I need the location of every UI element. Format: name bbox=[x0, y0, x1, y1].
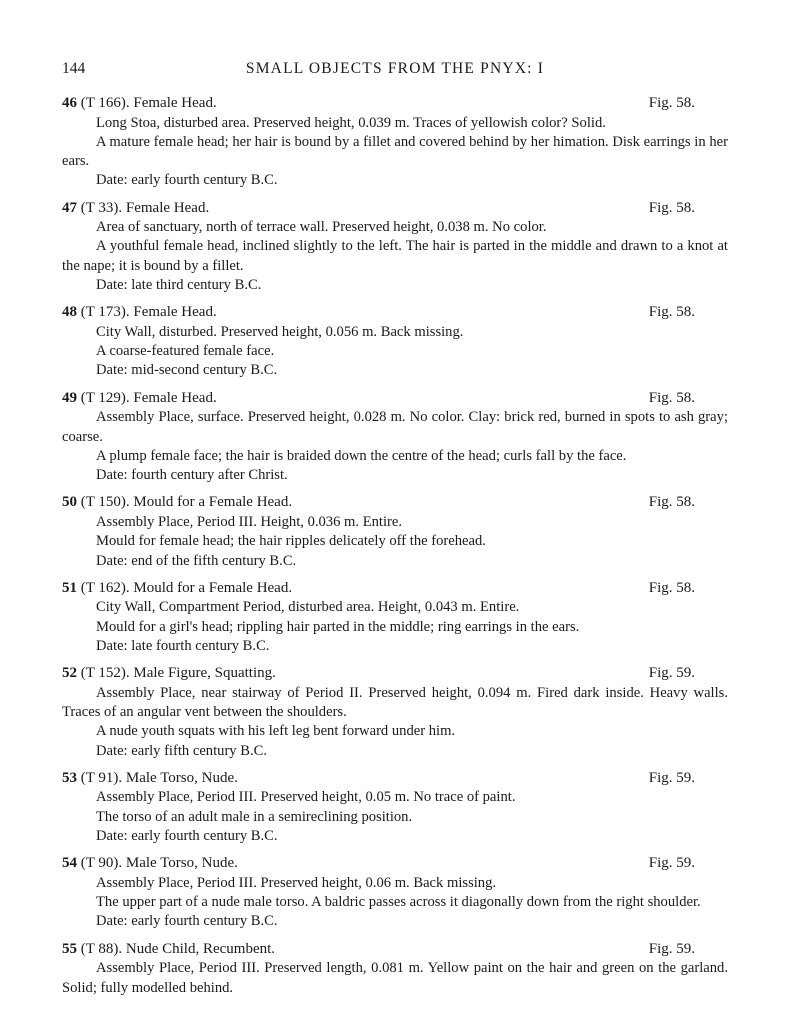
entry-paragraph: Assembly Place, surface. Preserved height, 0.028 m. No color. Clay: brick red, burned in spots to ash gray; coarse. bbox=[62, 409, 728, 445]
entry-paragraph: Date: fourth century after Christ. bbox=[96, 467, 288, 484]
entry-number: 55 bbox=[62, 940, 77, 957]
entry-number: 52 bbox=[62, 665, 77, 682]
catalog-entry bbox=[62, 199, 728, 296]
entry-paragraph: Date: late third century B.C. bbox=[96, 277, 262, 294]
entry-title: Male Torso, Nude. bbox=[125, 855, 238, 872]
page-number: 144 bbox=[62, 60, 86, 77]
entry-heading bbox=[62, 303, 728, 323]
entry-paragraph: Date: mid-second century B.C. bbox=[96, 362, 278, 379]
entry-heading bbox=[62, 94, 728, 114]
figure-reference: Fig. 58. bbox=[648, 304, 695, 321]
entry-paragraph: Date: early fourth century B.C. bbox=[96, 828, 278, 845]
entry-number: 47 bbox=[62, 199, 77, 216]
entry-paragraph: Long Stoa, disturbed area. Preserved height, 0.039 m. Traces of yellowish color? Solid. bbox=[96, 114, 606, 131]
entry-paragraph: The torso of an adult male in a semireclining position. bbox=[96, 808, 413, 825]
entry-paragraph: Date: early fourth century B.C. bbox=[96, 913, 278, 930]
entry-number: 46 bbox=[62, 95, 77, 111]
catalog-entry bbox=[62, 854, 728, 931]
entry-catalog-id: (T 33). bbox=[80, 199, 123, 216]
entry-number: 49 bbox=[62, 389, 77, 406]
catalog-entry bbox=[62, 664, 728, 761]
entry-paragraph: Assembly Place, Period III. Preserved height, 0.05 m. No trace of paint. bbox=[96, 789, 516, 806]
entry-paragraph: Date: end of the fifth century B.C. bbox=[96, 552, 297, 569]
entry-title: Male Torso, Nude. bbox=[125, 769, 238, 786]
running-title: SMALL OBJECTS FROM THE PNYX: I bbox=[245, 60, 545, 77]
entry-heading bbox=[62, 664, 728, 684]
figure-reference: Fig. 59. bbox=[648, 940, 695, 957]
entry-number: 54 bbox=[62, 855, 77, 872]
entry-catalog-id: (T 90). bbox=[80, 855, 123, 872]
entry-number: 50 bbox=[62, 494, 77, 511]
entry-paragraph: A nude youth squats with his left leg bent forward under him. bbox=[96, 723, 456, 740]
entry-paragraph: A youthful female head, inclined slightly to the left. The hair is parted in the middle and drawn to a knot at the nape; it is bound by a fillet. bbox=[62, 238, 728, 274]
page-header bbox=[62, 60, 728, 82]
entry-title: Female Head. bbox=[133, 95, 217, 111]
catalog-entry bbox=[62, 940, 728, 998]
entry-paragraph: Assembly Place, Period III. Preserved height, 0.06 m. Back missing. bbox=[96, 874, 497, 891]
entry-title: Male Figure, Squatting. bbox=[133, 665, 276, 682]
entry-paragraph: Assembly Place, near stairway of Period II. Preserved height, 0.094 m. Fired dark inside. Heavy walls. Traces of an angular vent between the shoulders. bbox=[62, 684, 728, 721]
entry-paragraph: Area of sanctuary, north of terrace wall. Preserved height, 0.038 m. No color. bbox=[96, 219, 547, 236]
catalog-entries bbox=[62, 94, 728, 1006]
figure-reference: Fig. 58. bbox=[648, 389, 695, 406]
entry-paragraph: Assembly Place, Period III. Preserved length, 0.081 m. Yellow paint on the hair and green on the garland. Solid; fully modelled behind. bbox=[62, 960, 728, 996]
entry-paragraph: Date: early fourth century B.C. bbox=[96, 172, 278, 189]
entry-title: Female Head. bbox=[133, 389, 217, 406]
entry-number: 51 bbox=[62, 579, 77, 596]
entry-catalog-id: (T 129). bbox=[80, 389, 130, 406]
figure-reference: Fig. 59. bbox=[648, 769, 695, 786]
figure-reference: Fig. 59. bbox=[648, 855, 695, 872]
entry-heading bbox=[62, 199, 728, 219]
entry-catalog-id: (T 166). bbox=[80, 95, 130, 111]
catalog-entry bbox=[62, 303, 728, 380]
entry-title: Female Head. bbox=[133, 304, 217, 321]
entry-paragraph: A coarse-featured female face. bbox=[96, 343, 275, 360]
catalog-entry bbox=[62, 389, 728, 486]
entry-catalog-id: (T 88). bbox=[80, 940, 123, 957]
entry-catalog-id: (T 150). bbox=[80, 494, 130, 511]
entry-paragraph: Date: late fourth century B.C. bbox=[96, 637, 270, 654]
catalog-entry bbox=[62, 94, 728, 191]
entry-heading bbox=[62, 493, 728, 513]
entry-paragraph: Assembly Place, Period III. Height, 0.036 m. Entire. bbox=[96, 513, 403, 530]
entry-paragraph: Mould for a girl's head; rippling hair parted in the middle; ring earrings in the ears. bbox=[96, 618, 580, 635]
entry-catalog-id: (T 91). bbox=[80, 769, 123, 786]
entry-heading bbox=[62, 769, 728, 789]
entry-heading bbox=[62, 854, 728, 874]
entry-number: 53 bbox=[62, 769, 77, 786]
catalog-entry bbox=[62, 769, 728, 846]
entry-title: Mould for a Female Head. bbox=[133, 579, 293, 596]
entry-catalog-id: (T 152). bbox=[80, 665, 130, 682]
entry-paragraph: City Wall, disturbed. Preserved height, 0.056 m. Back missing. bbox=[96, 323, 464, 340]
entry-catalog-id: (T 162). bbox=[80, 579, 130, 596]
entry-paragraph: A mature female head; her hair is bound by a fillet and covered behind by her himation. Disk earrings in her ears. bbox=[62, 133, 728, 170]
entry-heading bbox=[62, 389, 728, 409]
entry-paragraph: The upper part of a nude male torso. A baldric passes across it diagonally down from the right shoulder. bbox=[96, 894, 701, 911]
entry-heading bbox=[62, 940, 728, 960]
entry-catalog-id: (T 173). bbox=[80, 304, 130, 321]
entry-paragraph: Mould for female head; the hair ripples delicately off the forehead. bbox=[96, 533, 486, 550]
entry-title: Mould for a Female Head. bbox=[133, 494, 293, 511]
catalog-entry bbox=[62, 493, 728, 570]
entry-number: 48 bbox=[62, 304, 77, 321]
figure-reference: Fig. 59. bbox=[648, 665, 695, 682]
catalog-entry bbox=[62, 579, 728, 656]
entry-heading bbox=[62, 579, 728, 599]
figure-reference: Fig. 58. bbox=[648, 95, 695, 111]
entry-paragraph: A plump female face; the hair is braided down the centre of the head; curls fall by the face. bbox=[96, 447, 627, 464]
entry-title: Nude Child, Recumbent. bbox=[125, 940, 276, 957]
figure-reference: Fig. 58. bbox=[648, 579, 695, 596]
entry-paragraph: Date: early fifth century B.C. bbox=[96, 742, 268, 759]
figure-reference: Fig. 58. bbox=[648, 199, 695, 216]
entry-title: Female Head. bbox=[125, 199, 210, 216]
entry-paragraph: City Wall, Compartment Period, disturbed area. Height, 0.043 m. Entire. bbox=[96, 599, 520, 616]
figure-reference: Fig. 58. bbox=[648, 494, 695, 511]
